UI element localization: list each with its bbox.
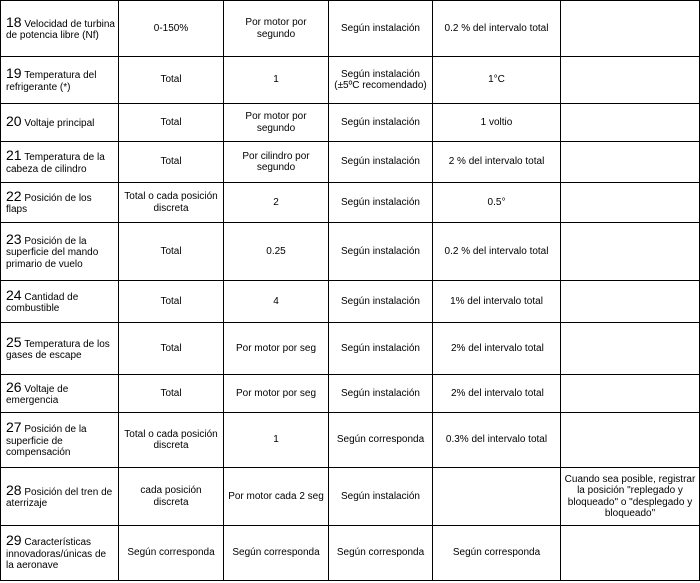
- accuracy-cell: Según instalación: [329, 142, 433, 183]
- range-cell: Total: [119, 375, 224, 413]
- rate-cell: 0.25: [224, 223, 329, 281]
- parameter-number: 21: [6, 147, 22, 163]
- resolution-cell: 1°C: [433, 57, 561, 104]
- parameter-label: Temperatura del refrigerante (*): [6, 70, 97, 93]
- rate-cell: 1: [224, 57, 329, 104]
- rate-cell: 1: [224, 413, 329, 468]
- remarks-cell: [561, 323, 700, 375]
- parameter-label: Posición de la superficie del mando primario de vuelo: [6, 235, 99, 270]
- table-row: [1, 223, 700, 281]
- remarks-cell: [561, 223, 700, 281]
- remarks-cell: [561, 1, 700, 57]
- range-cell: 0-150%: [119, 1, 224, 57]
- parameter-cell: [1, 223, 119, 281]
- range-cell: Total: [119, 142, 224, 183]
- rate-cell: Por motor por seg: [224, 323, 329, 375]
- table-row: [1, 142, 700, 183]
- parameter-number: 19: [6, 65, 22, 81]
- table-row: [1, 57, 700, 104]
- accuracy-cell: Según instalación (±5ºC recomendado): [329, 57, 433, 104]
- accuracy-cell: Según instalación: [329, 468, 433, 526]
- rate-cell: Según corresponda: [224, 526, 329, 581]
- table-row: [1, 526, 700, 581]
- resolution-cell: 0.3% del intervalo total: [433, 413, 561, 468]
- parameter-number: 27: [6, 419, 22, 436]
- accuracy-cell: Según corresponda: [329, 526, 433, 581]
- parameter-label: Temperatura de los gases de escape: [6, 338, 110, 361]
- table-row: [1, 375, 700, 413]
- remarks-cell: [561, 142, 700, 183]
- parameter-cell: [1, 281, 119, 323]
- remarks-cell: [561, 413, 700, 468]
- parameter-number: 24: [6, 286, 22, 303]
- parameter-label: Voltaje principal: [24, 118, 95, 130]
- resolution-cell: 2% del intervalo total: [433, 323, 561, 375]
- rate-cell: Por motor por segundo: [224, 1, 329, 57]
- table-row: [1, 1, 700, 57]
- rate-cell: Por motor por segundo: [224, 104, 329, 142]
- rate-cell: Por motor por seg: [224, 375, 329, 413]
- accuracy-cell: Según instalación: [329, 183, 433, 223]
- resolution-cell: 0.5°: [433, 183, 561, 223]
- accuracy-cell: Según instalación: [329, 223, 433, 281]
- remarks-cell: [561, 526, 700, 581]
- accuracy-cell: Según instalación: [329, 375, 433, 413]
- remarks-cell: [561, 57, 700, 104]
- parameter-cell: [1, 104, 119, 142]
- rate-cell: Por cilindro por segundo: [224, 142, 329, 183]
- parameter-number: 25: [6, 333, 22, 350]
- remarks-cell: Cuando sea posible, registrar la posición "replegado y bloqueado" o "desplegado y bloqueado": [561, 468, 700, 526]
- parameter-cell: [1, 323, 119, 375]
- parameter-cell: [1, 375, 119, 413]
- parameter-cell: [1, 526, 119, 581]
- table-row: [1, 413, 700, 468]
- remarks-cell: [561, 281, 700, 323]
- resolution-cell: [433, 468, 561, 526]
- resolution-cell: 1 voltio: [433, 104, 561, 142]
- parameter-cell: [1, 183, 119, 223]
- remarks-cell: [561, 375, 700, 413]
- range-cell: cada posición discreta: [119, 468, 224, 526]
- parameter-number: 28: [6, 481, 22, 498]
- rate-cell: 4: [224, 281, 329, 323]
- parameter-label: Posición del tren de aterrizaje: [6, 486, 113, 509]
- table-row: [1, 281, 700, 323]
- range-cell: Total: [119, 323, 224, 375]
- remarks-cell: [561, 183, 700, 223]
- parameter-cell: [1, 468, 119, 526]
- parameter-label: Características innovadoras/únicas de la aeronave: [6, 537, 107, 572]
- remarks-cell: [561, 104, 700, 142]
- resolution-cell: 1% del intervalo total: [433, 281, 561, 323]
- range-cell: Según corresponda: [119, 526, 224, 581]
- parameter-cell: [1, 57, 119, 104]
- rate-cell: Por motor cada 2 seg: [224, 468, 329, 526]
- parameter-cell: [1, 1, 119, 57]
- parameter-label: Posición de los flaps: [6, 192, 92, 215]
- accuracy-cell: Según instalación: [329, 323, 433, 375]
- accuracy-cell: Según instalación: [329, 104, 433, 142]
- table-row: [1, 104, 700, 142]
- parameter-cell: [1, 142, 119, 183]
- table-row: [1, 468, 700, 526]
- parameter-number: 18: [6, 13, 22, 30]
- table-row: [1, 323, 700, 375]
- range-cell: Total o cada posición discreta: [119, 413, 224, 468]
- resolution-cell: 0.2 % del intervalo total: [433, 1, 561, 57]
- parameter-number: 20: [6, 113, 22, 130]
- accuracy-cell: Según corresponda: [329, 413, 433, 468]
- resolution-cell: 0.2 % del intervalo total: [433, 223, 561, 281]
- range-cell: Total o cada posición discreta: [119, 183, 224, 223]
- accuracy-cell: Según instalación: [329, 1, 433, 57]
- resolution-cell: 2 % del intervalo total: [433, 142, 561, 183]
- range-cell: Total: [119, 57, 224, 104]
- accuracy-cell: Según instalación: [329, 281, 433, 323]
- range-cell: Total: [119, 281, 224, 323]
- rate-cell: 2: [224, 183, 329, 223]
- parameter-label: Voltaje de emergencia: [6, 383, 69, 406]
- parameter-number: 26: [6, 378, 22, 395]
- range-cell: Total: [119, 104, 224, 142]
- parameter-label: Cantidad de combustible: [6, 291, 79, 314]
- resolution-cell: 2% del intervalo total: [433, 375, 561, 413]
- range-cell: Total: [119, 223, 224, 281]
- parameter-label: Velocidad de turbina de potencia libre (Nf): [6, 18, 115, 41]
- parameter-number: 22: [6, 187, 22, 204]
- parameter-label: Posición de la superficie de compensación: [6, 424, 87, 459]
- resolution-cell: Según corresponda: [433, 526, 561, 581]
- parameter-number: 23: [6, 230, 22, 247]
- parameter-cell: [1, 413, 119, 468]
- parameter-number: 29: [6, 532, 22, 549]
- table-row: [1, 183, 700, 223]
- parameter-label: Temperatura de la cabeza de cilindro: [6, 152, 105, 175]
